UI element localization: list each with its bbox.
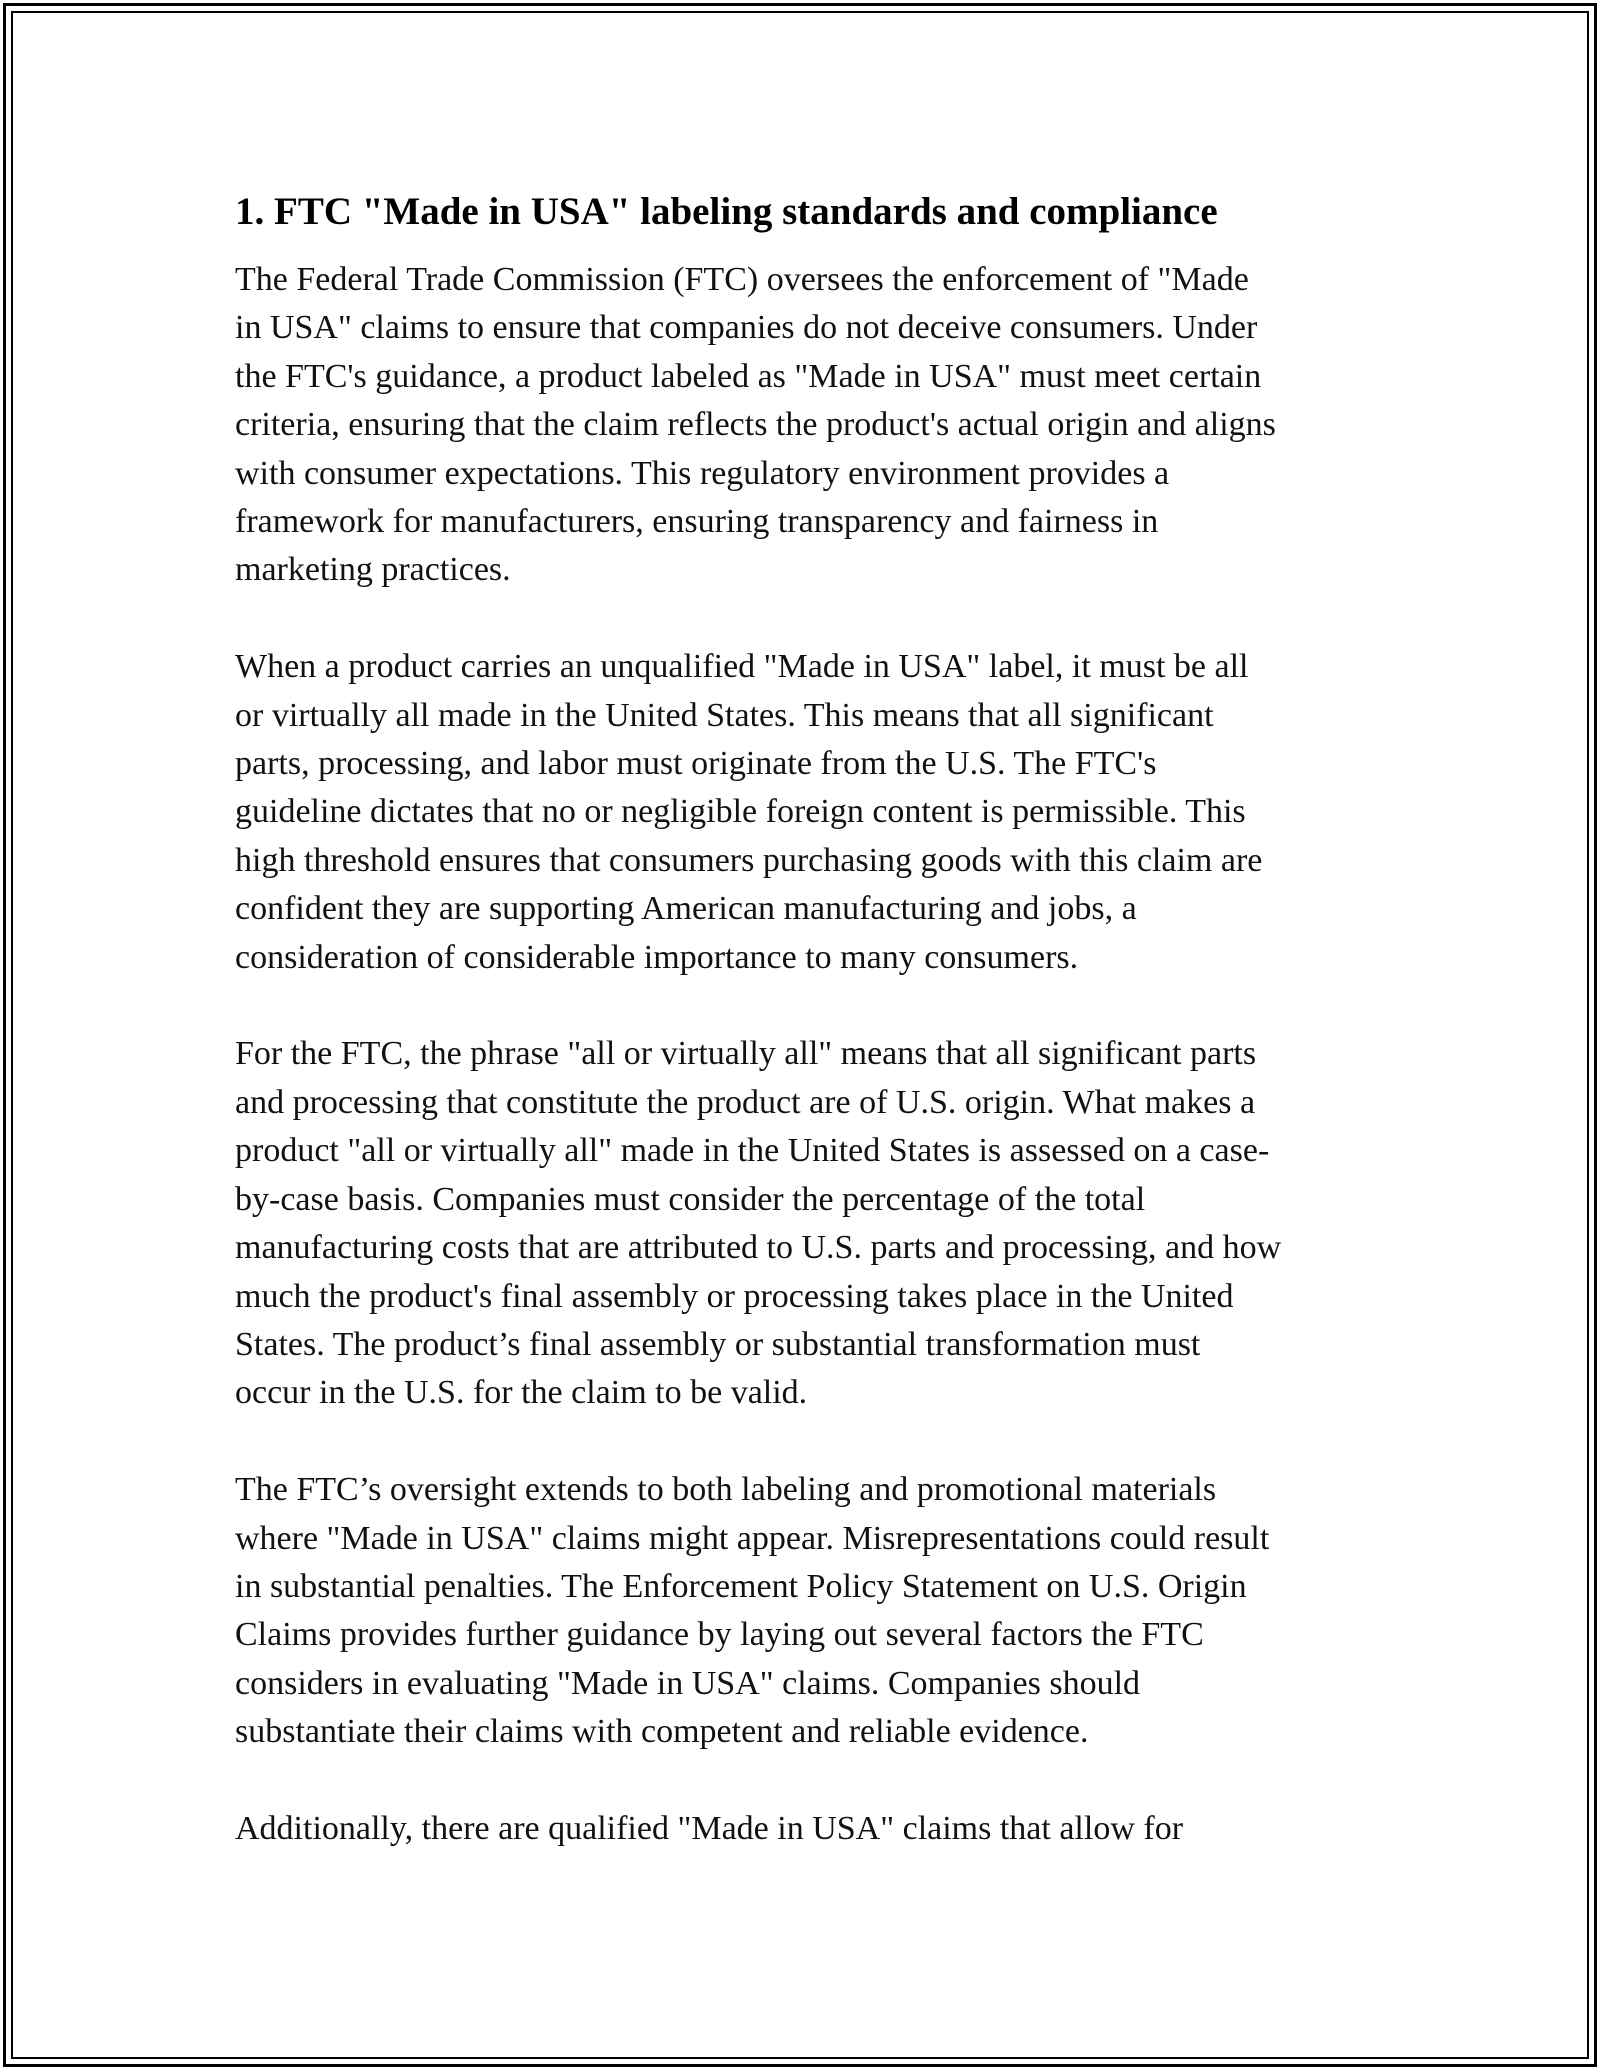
paragraph-unqualified-claims bbox=[235, 643, 1375, 982]
text-line: The FTC’s oversight extends to both labeling and promotional materials bbox=[235, 1471, 1217, 1509]
document-body bbox=[235, 186, 1375, 1902]
text-line: guideline dictates that no or negligible foreign content is permissible. This bbox=[235, 793, 1246, 831]
text-line: manufacturing costs that are attributed to U.S. parts and processing, and how bbox=[235, 1229, 1282, 1267]
text-line: Additionally, there are qualified "Made in USA" claims that allow for bbox=[235, 1809, 1184, 1847]
text-line: marketing practices. bbox=[235, 551, 511, 589]
text-line: by-case basis. Companies must consider the percentage of the total bbox=[235, 1180, 1146, 1218]
text-line: product "all or virtually all" made in the United States is assessed on a case- bbox=[235, 1132, 1270, 1170]
text-line: The Federal Trade Commission (FTC) oversees the enforcement of "Made bbox=[235, 261, 1249, 298]
text-line: For the FTC, the phrase "all or virtually all" means that all significant parts bbox=[235, 1035, 1257, 1073]
text-line: occur in the U.S. for the claim to be valid. bbox=[235, 1374, 808, 1412]
text-line: in USA" claims to ensure that companies do not deceive consumers. Under bbox=[235, 309, 1258, 347]
text-line: States. The product’s final assembly or substantial transformation must bbox=[235, 1325, 1201, 1363]
text-line: with consumer expectations. This regulatory environment provides a bbox=[235, 454, 1170, 492]
text-line: When a product carries an unqualified "Made in USA" label, it must be all bbox=[235, 648, 1249, 686]
text-line: the FTC's guidance, a product labeled as "Made in USA" must meet certain bbox=[235, 357, 1262, 395]
text-line: consideration of considerable importance to many consumers. bbox=[235, 938, 1079, 976]
text-line: confident they are supporting American manufacturing and jobs, a bbox=[235, 890, 1137, 928]
paragraph-ftc-oversight bbox=[235, 256, 1375, 595]
text-line: high threshold ensures that consumers purchasing goods with this claim are bbox=[235, 841, 1263, 879]
text-line: considers in evaluating "Made in USA" claims. Companies should bbox=[235, 1664, 1141, 1702]
paragraph-qualified-claims bbox=[235, 1805, 1375, 1853]
section-heading: 1. FTC "Made in USA" labeling standards and compliance bbox=[235, 190, 1218, 233]
text-line: and processing that constitute the product are of U.S. origin. What makes a bbox=[235, 1083, 1256, 1121]
text-line: framework for manufacturers, ensuring transparency and fairness in bbox=[235, 503, 1159, 541]
text-line: or virtually all made in the United States. This means that all significant bbox=[235, 696, 1214, 734]
text-line: substantiate their claims with competent and reliable evidence. bbox=[235, 1713, 1089, 1751]
text-line: Claims provides further guidance by laying out several factors the FTC bbox=[235, 1616, 1204, 1654]
text-line: in substantial penalties. The Enforcement Policy Statement on U.S. Origin bbox=[235, 1567, 1247, 1605]
text-line: much the product's final assembly or processing takes place in the United bbox=[235, 1277, 1234, 1315]
paragraph-oversight-penalties bbox=[235, 1466, 1375, 1756]
paragraph-all-or-virtually-all bbox=[235, 1030, 1375, 1417]
text-line: criteria, ensuring that the claim reflects the product's actual origin and aligns bbox=[235, 406, 1276, 444]
text-line: where "Made in USA" claims might appear. Misrepresentations could result bbox=[235, 1519, 1270, 1557]
text-line: parts, processing, and labor must originate from the U.S. The FTC's bbox=[235, 745, 1157, 783]
